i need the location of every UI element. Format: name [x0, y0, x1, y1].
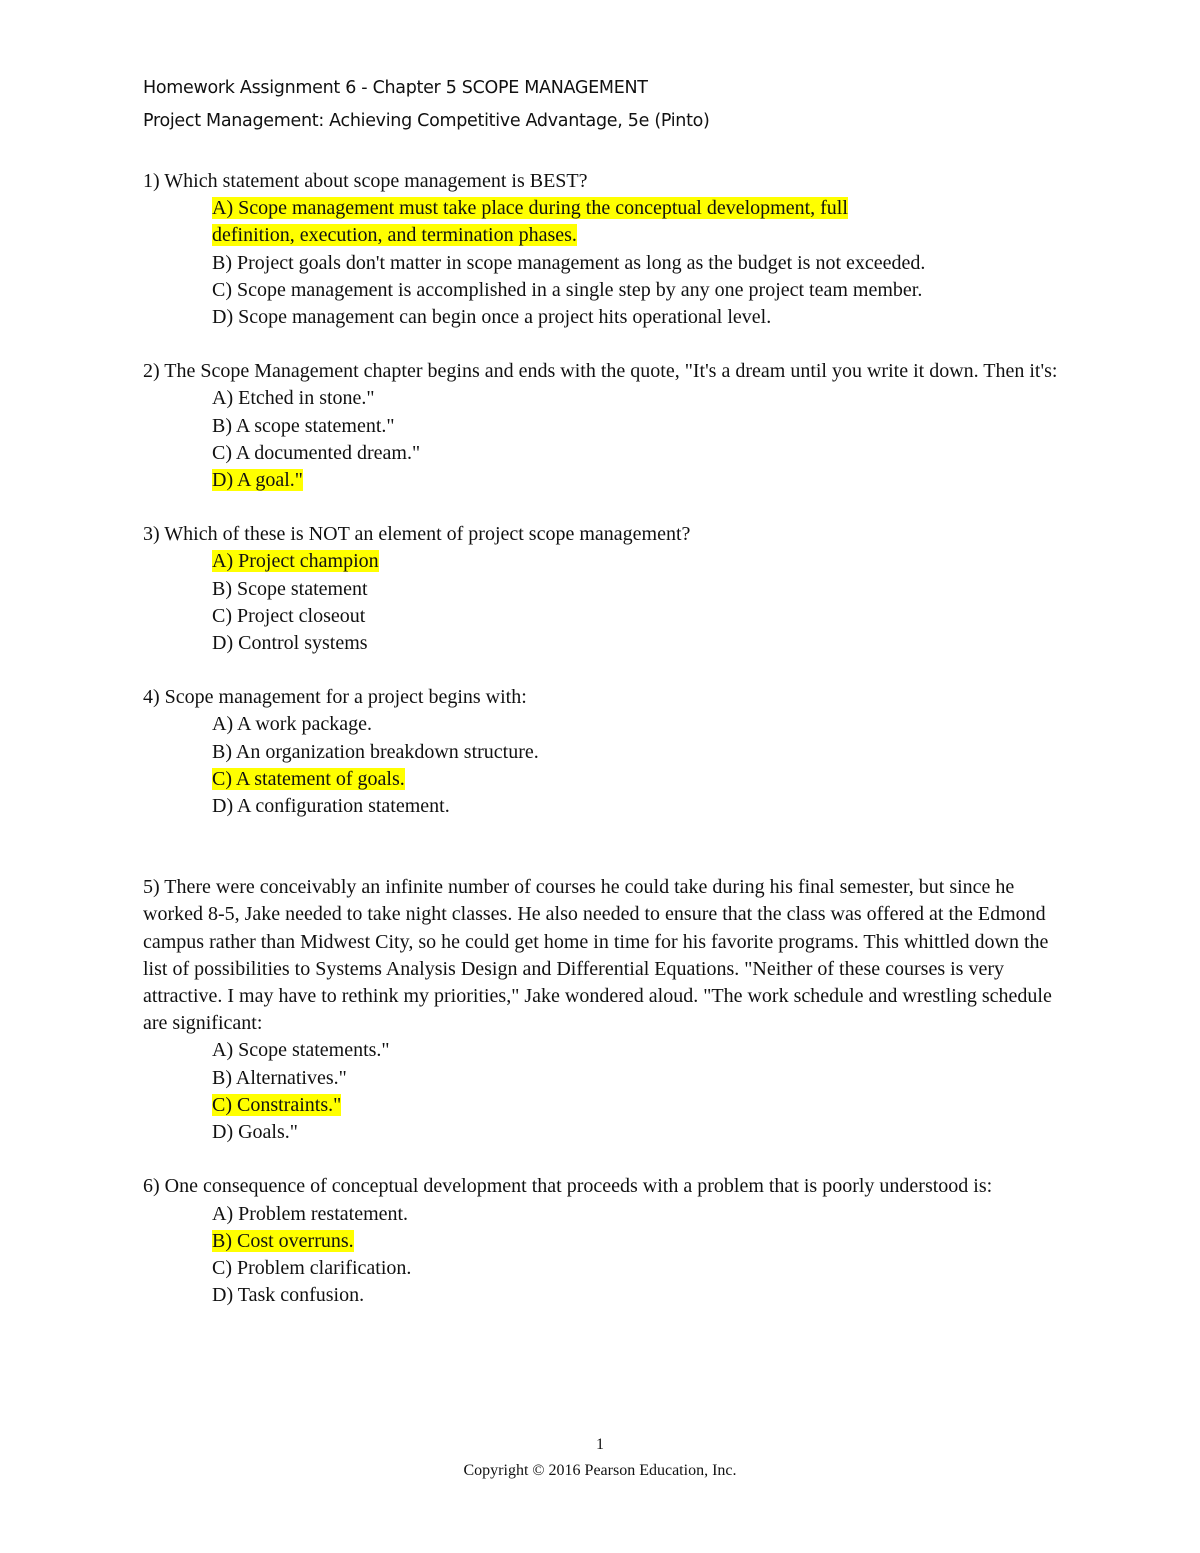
questions-list [143, 168, 1063, 1309]
highlighted-answer: D) A goal." [212, 469, 303, 492]
highlighted-answer: definition, execution, and termination phases. [212, 224, 577, 247]
question-4 [143, 684, 1063, 820]
question-6 [143, 1173, 1063, 1309]
answer-option-b: B) Project goals don't matter in scope management as long as the budget is not exceeded. [212, 251, 926, 274]
answer-option-b [143, 1228, 1063, 1255]
page-number: 1 [596, 1436, 604, 1453]
answer-option-b: B) A scope statement." [212, 414, 395, 437]
answer-option-b: B) Scope statement [212, 577, 368, 600]
answer-option-c [143, 766, 1063, 793]
answer-option-c: C) Problem clarification. [212, 1256, 412, 1279]
answer-option-a [143, 195, 1063, 222]
highlighted-answer: C) Constraints." [212, 1093, 342, 1116]
answer-option-a-continued [143, 222, 1063, 249]
question-stem: 3) Which of these is NOT an element of project scope management? [143, 523, 691, 546]
question-2 [143, 358, 1063, 494]
answer-option-a: A) Scope statements." [212, 1039, 390, 1062]
highlighted-answer: A) Project champion [212, 550, 379, 573]
question-5 [143, 874, 1063, 1146]
question-3 [143, 521, 1063, 657]
answer-option-a [143, 548, 1063, 575]
answer-option-b: B) An organization breakdown structure. [212, 740, 539, 763]
question-stem: 4) Scope management for a project begins with: [143, 686, 527, 709]
answer-option-d: D) Control systems [212, 632, 368, 655]
answer-option-c: C) Scope management is accomplished in a single step by any one project team member. [212, 278, 923, 301]
answer-option-d [143, 467, 1063, 494]
answer-option-b: B) Alternatives." [212, 1066, 347, 1089]
document-header [143, 74, 710, 140]
course-title: Project Management: Achieving Competitive Advantage, 5e (Pinto) [143, 111, 710, 131]
question-stem: 2) The Scope Management chapter begins and ends with the quote, "It's a dream until you write it down. Then it's: [143, 360, 1058, 383]
answer-option-c: C) A documented dream." [212, 441, 421, 464]
answer-option-a: A) A work package. [212, 713, 372, 736]
answer-option-c [143, 1092, 1063, 1119]
assignment-title: Homework Assignment 6 - Chapter 5 SCOPE MANAGEMENT [143, 78, 648, 98]
highlighted-answer: B) Cost overruns. [212, 1229, 354, 1252]
answer-option-c: C) Project closeout [212, 604, 366, 627]
answer-option-d: D) Task confusion. [212, 1284, 365, 1307]
question-1 [143, 168, 1063, 331]
question-stem: 5) There were conceivably an infinite number of courses he could take during his final semester, but since he worked 8-5, Jake needed to take night classes. He also needed to ensure that the class was offered at the Edmond campus rather than Midwest City, so he could get home in time for his favorite programs. This whittled down the list of possibilities to Systems Analysis Design and Differential Equations. "Neither of these courses is very attractive. I may have to rethink my priorities," Jake wondered aloud. "The work schedule and wrestling schedule are significant: [143, 876, 1052, 1035]
answer-option-d: D) Scope management can begin once a project hits operational level. [212, 306, 772, 329]
copyright-notice: Copyright © 2016 Pearson Education, Inc. [463, 1462, 737, 1479]
highlighted-answer: C) A statement of goals. [212, 767, 405, 790]
answer-option-d: D) A configuration statement. [212, 795, 450, 818]
answer-option-a: A) Problem restatement. [212, 1202, 409, 1225]
answer-option-d: D) Goals." [212, 1121, 298, 1144]
question-stem: 6) One consequence of conceptual development that proceeds with a problem that is poorly understood is: [143, 1175, 993, 1198]
answer-option-a: A) Etched in stone." [212, 387, 375, 410]
question-stem: 1) Which statement about scope management is BEST? [143, 170, 588, 192]
highlighted-answer: A) Scope management must take place during the conceptual development, full [212, 197, 848, 220]
